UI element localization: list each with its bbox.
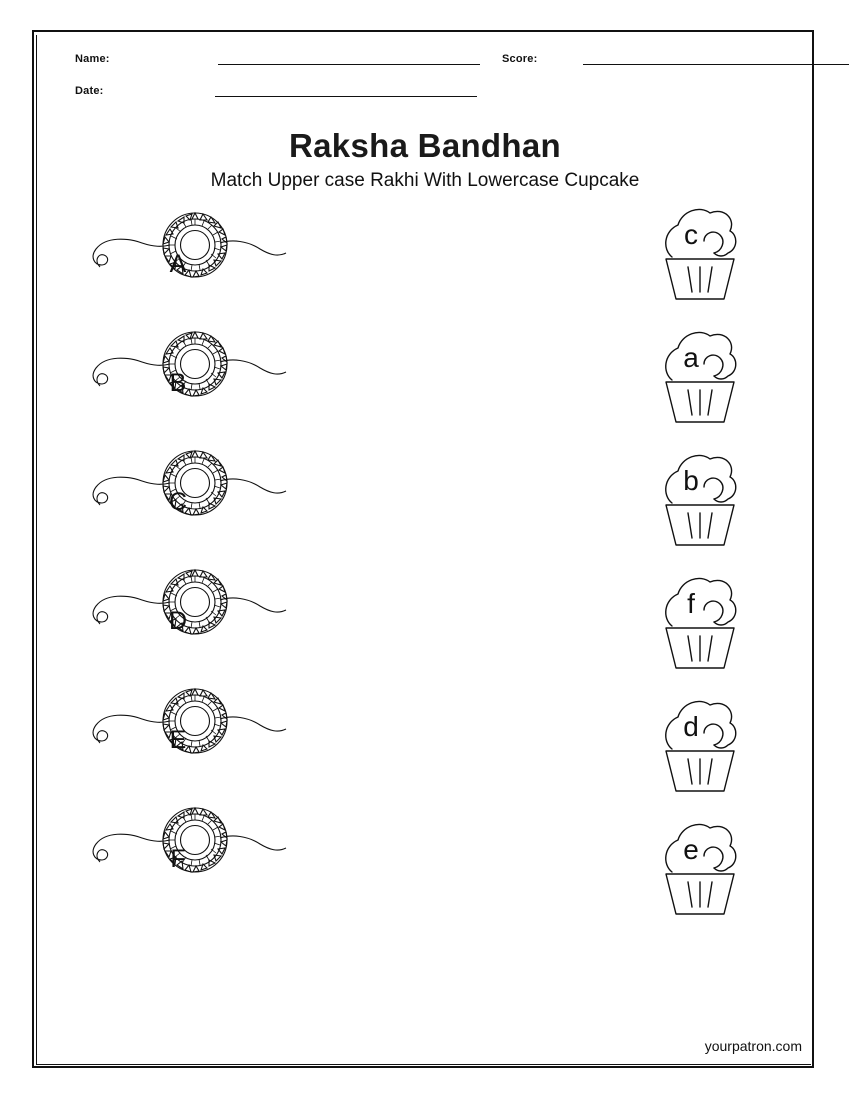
date-input[interactable] — [215, 84, 477, 97]
rakhi-icon — [80, 800, 310, 919]
rakhi-letter: E — [169, 726, 187, 754]
date-label: Date: — [75, 85, 104, 97]
list-item[interactable] — [80, 205, 310, 324]
cupcake-icon — [640, 687, 760, 810]
score-field-row — [502, 52, 849, 65]
rakhi-letter: C — [168, 488, 188, 516]
date-field-row — [75, 84, 477, 97]
cupcake-letter: b — [683, 465, 699, 496]
rakhi-column — [80, 205, 310, 919]
cupcake-icon — [640, 564, 760, 687]
cupcake-letter: e — [683, 834, 699, 865]
rakhi-icon — [80, 443, 310, 562]
list-item[interactable] — [640, 441, 760, 564]
list-item[interactable] — [640, 564, 760, 687]
cupcake-letter: a — [683, 342, 699, 373]
list-item[interactable] — [80, 681, 310, 800]
name-field-row — [75, 52, 480, 65]
rakhi-letter: D — [168, 607, 188, 635]
list-item[interactable] — [80, 562, 310, 681]
list-item[interactable] — [640, 687, 760, 810]
cupcake-letter: d — [683, 711, 699, 742]
rakhi-letter: A — [169, 250, 187, 278]
cupcake-letter: c — [684, 219, 698, 250]
name-label: Name: — [75, 53, 110, 65]
rakhi-icon — [80, 681, 310, 800]
list-item[interactable] — [640, 810, 760, 933]
name-input[interactable] — [218, 52, 480, 65]
page-subtitle: Match Upper case Rakhi With Lowercase Cupcake — [210, 170, 640, 191]
score-label: Score: — [502, 53, 538, 65]
cupcake-icon — [640, 195, 760, 318]
rakhi-icon — [80, 324, 310, 443]
list-item[interactable] — [640, 195, 760, 318]
footer-watermark: yourpatron.com — [704, 1038, 802, 1054]
rakhi-icon — [80, 562, 310, 681]
cupcake-icon — [640, 441, 760, 564]
rakhi-icon — [80, 205, 310, 324]
list-item[interactable] — [80, 800, 310, 919]
cupcake-column — [640, 195, 760, 933]
cupcake-icon — [640, 810, 760, 933]
list-item[interactable] — [640, 318, 760, 441]
score-input[interactable] — [583, 52, 849, 65]
rakhi-letter: F — [170, 845, 186, 873]
cupcake-letter: f — [687, 588, 695, 619]
page-title: Raksha Bandhan — [289, 127, 561, 164]
rakhi-letter: B — [169, 369, 187, 397]
list-item[interactable] — [80, 324, 310, 443]
cupcake-icon — [640, 318, 760, 441]
list-item[interactable] — [80, 443, 310, 562]
